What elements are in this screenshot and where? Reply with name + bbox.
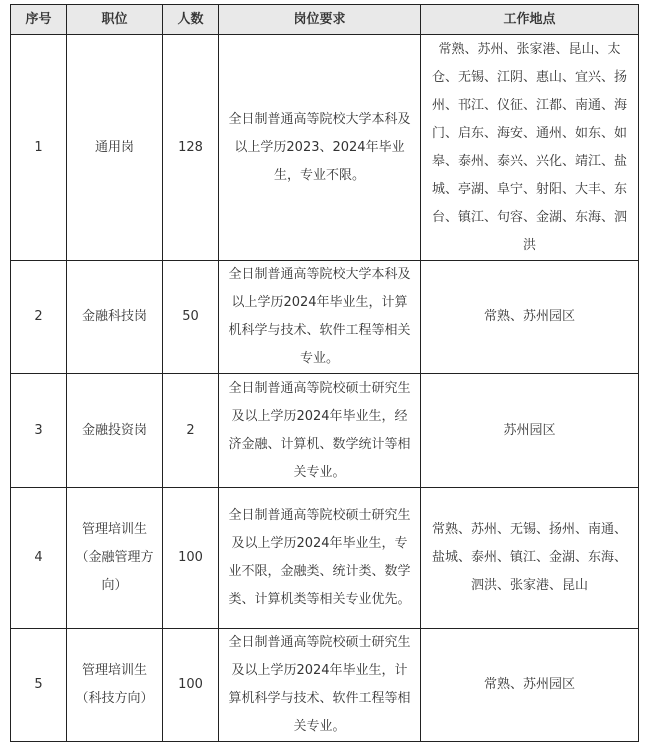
table-row [11,261,639,374]
cell-position: 管理培训生（科技方向） [67,629,163,742]
cell-location: 常熟、苏州、张家港、昆山、太仓、无锡、江阴、惠山、宜兴、扬州、邗江、仪征、江都、南通、海门、启东、海安、通州、如东、如皋、泰州、泰兴、兴化、靖江、盐城、亭湖、阜宁、射阳、大丰、东台、镇江、句容、金湖、东海、泗洪 [421,35,639,261]
header-position: 职位 [67,5,163,35]
cell-no: 4 [11,488,67,629]
cell-position: 通用岗 [67,35,163,261]
cell-count: 2 [163,374,219,488]
table-row [11,35,639,261]
cell-requirements: 全日制普通高等院校硕士研究生及以上学历2024年毕业生，专业不限，金融类、统计类、数学类、计算机类等相关专业优先。 [219,488,421,629]
table-row [11,629,639,742]
cell-no: 1 [11,35,67,261]
cell-count: 100 [163,488,219,629]
cell-no: 5 [11,629,67,742]
cell-location: 常熟、苏州园区 [421,261,639,374]
table-row [11,488,639,629]
cell-position: 管理培训生（金融管理方向） [67,488,163,629]
cell-no: 3 [11,374,67,488]
header-no: 序号 [11,5,67,35]
cell-location: 苏州园区 [421,374,639,488]
header-count: 人数 [163,5,219,35]
cell-requirements: 全日制普通高等院校硕士研究生及以上学历2024年毕业生，计算机科学与技术、软件工程等相关专业。 [219,629,421,742]
cell-position: 金融投资岗 [67,374,163,488]
cell-count: 100 [163,629,219,742]
cell-location: 常熟、苏州园区 [421,629,639,742]
cell-requirements: 全日制普通高等院校硕士研究生及以上学历2024年毕业生，经济金融、计算机、数学统计等相关专业。 [219,374,421,488]
recruitment-table [10,4,639,742]
cell-location: 常熟、苏州、无锡、扬州、南通、盐城、泰州、镇江、金湖、东海、泗洪、张家港、昆山 [421,488,639,629]
cell-requirements: 全日制普通高等院校大学本科及以上学历2023、2024年毕业生，专业不限。 [219,35,421,261]
header-location: 工作地点 [421,5,639,35]
cell-count: 50 [163,261,219,374]
table-header-row [11,5,639,35]
cell-count: 128 [163,35,219,261]
cell-position: 金融科技岗 [67,261,163,374]
cell-no: 2 [11,261,67,374]
table-row [11,374,639,488]
cell-requirements: 全日制普通高等院校大学本科及以上学历2024年毕业生，计算机科学与技术、软件工程等相关专业。 [219,261,421,374]
header-requirements: 岗位要求 [219,5,421,35]
